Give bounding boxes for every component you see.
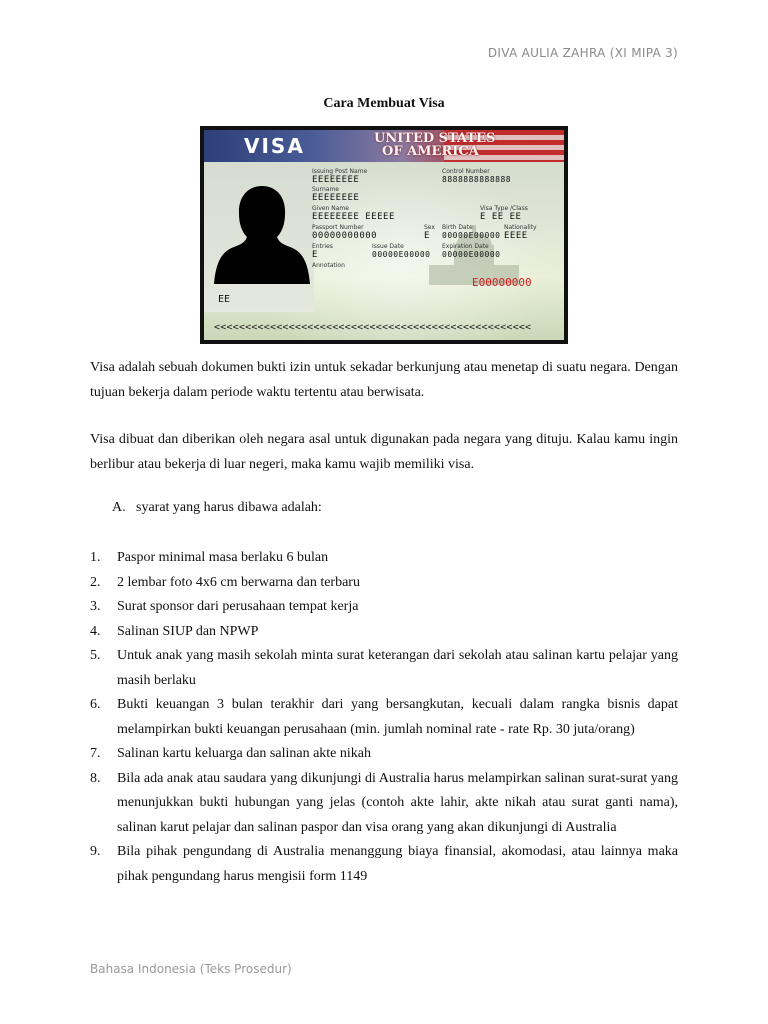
person-silhouette-icon	[214, 182, 310, 284]
visa-type-label: Visa Type /Class	[480, 205, 528, 212]
passport-number-label: Passport Number	[312, 224, 364, 231]
list-item-number: 2.	[90, 574, 101, 590]
header-author: DIVA AULIA ZAHRA (XI MIPA 3)	[487, 46, 678, 60]
list-item-number: 7.	[90, 746, 101, 761]
list-item-number: 6.	[90, 697, 101, 712]
visa-country	[374, 132, 495, 158]
paragraph-1: Visa adalah sebuah dokumen bukti izin untuk sekadar berkunjung atau menetap di suatu negara. Dengan tujuan bekerja dalam periode waktu tertentu atau berwisata.	[90, 360, 678, 400]
given-name-value: EEEEEEEE EEEEE	[312, 212, 395, 222]
visa-bottom-code: EE	[218, 294, 231, 305]
annotation-label: Annotation	[312, 262, 345, 269]
expiration-date-value: 00000E00000	[442, 250, 501, 259]
section-a-heading	[112, 500, 322, 516]
visa-word: VISA	[244, 134, 305, 158]
visa-image	[200, 126, 568, 344]
issue-date-value: 00000E00000	[372, 250, 431, 259]
list-item-text: Surat sponsor dari perusahaan tempat kerja	[117, 599, 359, 614]
list-item-text: Bukti keuangan 3 bulan terakhir dari yang bersangkutan, kecuali dalam rangka bisnis dapat melampirkan bukti keuangan perusahaan (min. jumlah nominal rate - rate Rp. 30 juta/orang)	[117, 697, 678, 737]
sex-value: E	[424, 231, 430, 241]
given-name-label: Given Name	[312, 205, 349, 212]
list-item-text: Salinan kartu keluarga dan salinan akte nikah	[117, 746, 371, 761]
control-number-value: 8888888888888	[442, 175, 512, 184]
surname-label: Surname	[312, 186, 339, 193]
list-item	[90, 620, 678, 645]
list-item-text: Salinan SIUP dan NPWP	[117, 623, 259, 639]
list-item-number: 8.	[90, 770, 101, 786]
expiration-date-label: Expiration Date	[442, 243, 489, 250]
section-a-text: syarat yang harus dibawa adalah:	[136, 500, 322, 515]
footer-text: Bahasa Indonesia (Teks Prosedur)	[90, 962, 292, 976]
visa-red-number: E00000000	[472, 276, 532, 289]
passport-number-value: 00000000000	[312, 231, 378, 241]
list-item-number: 3.	[90, 599, 101, 614]
list-item-text: Paspor minimal masa berlaku 6 bulan	[117, 550, 329, 565]
visa-country-line2: OF AMERICA	[382, 144, 479, 159]
visa-country-line1: UNITED STATES	[374, 131, 496, 146]
list-item-text: Bila pihak pengundang di Australia menanggung biaya finansial, akomodasi, atau lainnya maka pihak pengundang harus mengisii form 1149	[117, 844, 678, 884]
list-item-number: 1.	[90, 550, 101, 565]
list-item	[90, 840, 678, 889]
list-item	[90, 767, 678, 841]
birth-date-value: 00000E00000	[442, 231, 501, 240]
control-number-label: Control Number	[442, 168, 490, 175]
sex-label: Sex	[424, 224, 435, 231]
list-item	[90, 693, 678, 742]
issuing-post-label: Issuing Post Name	[312, 168, 368, 175]
list-item	[90, 742, 678, 767]
entries-label: Entries	[312, 243, 333, 250]
issuing-post-value: EEEEEEEE	[312, 175, 360, 185]
surname-value: EEEEEEEE	[312, 193, 360, 203]
list-item	[90, 571, 678, 596]
document-title: Cara Membuat Visa	[323, 96, 445, 111]
list-item-text: 2 lembar foto 4x6 cm berwarna dan terbaru	[117, 574, 360, 590]
visa-type-value: E EE EE	[480, 212, 522, 222]
list-item-text: Bila ada anak atau saudara yang dikunjungi di Australia harus melampirkan salinan surat-surat yang menunjukkan bukti hubungan yang jelas (contoh akte lahir, akte nikah atau surat ganti nama), salinan karut pelajar dan salinan paspor dan visa orang yang akan dikunjungi di Australia	[117, 770, 678, 835]
list-item-number: 9.	[90, 844, 101, 859]
issue-date-label: Issue Date	[372, 243, 404, 250]
nationality-value: EEEE	[504, 231, 528, 241]
visa-card	[204, 130, 564, 340]
nationality-label: Nationality	[504, 224, 537, 231]
requirements-list	[90, 546, 678, 889]
paragraph-2: Visa dibuat dan diberikan oleh negara asal untuk digunakan pada negara yang dituju. Kalau kamu ingin berlibur atau bekerja di luar negeri, maka kamu wajib memiliki visa.	[90, 432, 678, 472]
list-item-number: 5.	[90, 648, 101, 663]
list-item-text: Untuk anak yang masih sekolah minta surat keterangan dari sekolah atau salinan kartu pelajar yang masih berlaku	[117, 648, 678, 688]
list-item-number: 4.	[90, 623, 101, 639]
list-item	[90, 595, 678, 620]
birth-date-label: Birth Date	[442, 224, 473, 231]
list-item	[90, 546, 678, 571]
visa-mrz-line: <<<<<<<<<<<<<<<<<<<<<<<<<<<<<<<<<<<<<<<<<<<<<<<<<<<	[214, 322, 532, 333]
list-item	[90, 644, 678, 693]
entries-value: E	[312, 250, 318, 260]
section-a-marker: A.	[112, 500, 126, 515]
